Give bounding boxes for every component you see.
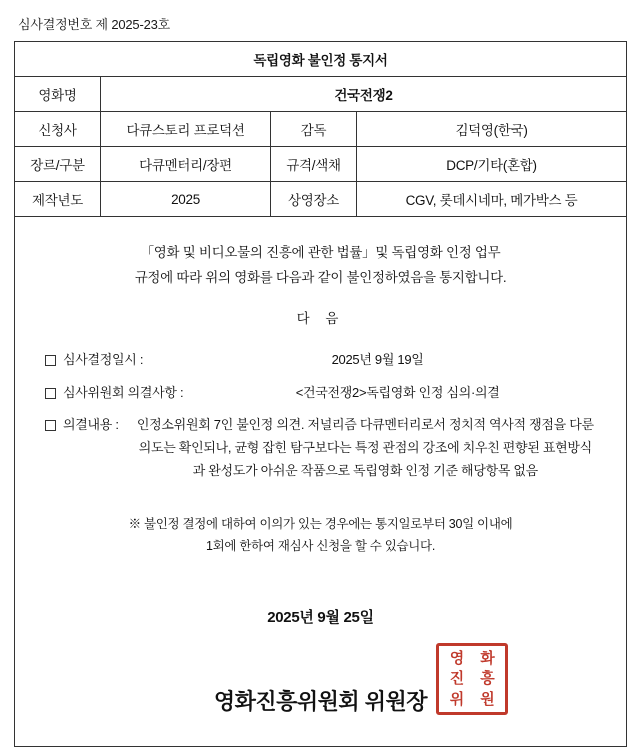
- item-label-date: 심사결정일시 :: [63, 351, 144, 367]
- label-film-name: 영화명: [15, 77, 101, 112]
- checkbox-icon: [45, 355, 56, 366]
- item-value-date: 2025년 9월 19일: [331, 351, 424, 367]
- table-row-genre: [15, 147, 627, 182]
- appeal-note: [45, 513, 596, 558]
- seal-char-2: 화: [480, 648, 495, 667]
- item-label-content: 의결내용 :: [63, 417, 119, 433]
- daeum-heading: 다 음: [296, 310, 345, 326]
- item-value-content: 인정소위원회 7인 불인정 의견. 저널리즘 다큐멘터리로서 정치적 역사적 쟁점을 다룬 의도는 확인되나, 균형 잡힌 탐구보다는 특정 관점의 강조에 치우친 편향된 표현방식과 완성도가 아쉬운 작품으로 독립영화 인정 기준 해당항목 없음: [136, 417, 594, 478]
- label-genre: 장르/구분: [15, 147, 101, 182]
- intro-paragraph: [45, 241, 596, 291]
- intro-line-2: 규정에 따라 위의 영화를 다음과 같이 불인정하였음을 통지합니다.: [134, 269, 507, 285]
- seal-char-1: 영: [449, 648, 464, 667]
- label-applicant: 신청사: [15, 112, 101, 147]
- seal-char-4: 흥: [480, 669, 495, 688]
- document-number: 심사결정번호 제 2025-23호: [18, 17, 170, 32]
- item-value-resolution: <건국전쟁2>독립영화 인정 심의·의결: [295, 384, 500, 400]
- value-venue: CGV, 롯데시네마, 메가박스 등: [357, 182, 627, 217]
- notice-body-cell: [15, 217, 627, 747]
- table-row-year: [15, 182, 627, 217]
- label-format: 규격/색채: [271, 147, 357, 182]
- issue-date: 2025년 9월 25일: [267, 608, 374, 626]
- decision-item-content: [45, 414, 596, 482]
- value-format: DCP/기타(혼합): [357, 147, 627, 182]
- label-year: 제작년도: [15, 182, 101, 217]
- table-row-title: [15, 42, 627, 77]
- label-venue: 상영장소: [271, 182, 357, 217]
- item-label-resolution: 심사위원회 의결사항 :: [63, 384, 184, 400]
- value-year: 2025: [101, 182, 271, 217]
- checkbox-icon: [45, 388, 56, 399]
- decision-item-resolution: [45, 382, 596, 405]
- value-genre: 다큐멘터리/장편: [101, 147, 271, 182]
- value-film-name: 건국전쟁2: [101, 77, 627, 112]
- notice-table: [14, 41, 627, 747]
- seal-char-6: 원: [480, 689, 495, 708]
- value-applicant: 다큐스토리 프로덕션: [101, 112, 271, 147]
- notice-body: [19, 219, 622, 744]
- value-director: 김덕영(한국): [357, 112, 627, 147]
- table-row-applicant: [15, 112, 627, 147]
- table-row-body: [15, 217, 627, 747]
- signature-text: 영화진흥위원회 위원장: [213, 688, 428, 714]
- official-seal-icon: [436, 643, 508, 715]
- intro-line-1: 「영화 및 비디오물의 진흥에 관한 법률」및 독립영화 인정 업무: [140, 245, 501, 260]
- appeal-note-line-2: 1회에 한하여 재심사 신청을 할 수 있습니다.: [205, 539, 436, 554]
- seal-char-5: 위: [449, 689, 464, 708]
- table-row-film-name: [15, 77, 627, 112]
- document-title: 독립영화 불인정 통지서: [15, 42, 627, 77]
- checkbox-icon: [45, 420, 56, 431]
- label-director: 감독: [271, 112, 357, 147]
- seal-char-3: 진: [449, 669, 464, 688]
- decision-item-date: [45, 349, 596, 372]
- appeal-note-line-1: ※ 불인정 결정에 대하여 이의가 있는 경우에는 통지일로부터 30일 이내에: [128, 516, 513, 531]
- signature-line: [45, 648, 596, 716]
